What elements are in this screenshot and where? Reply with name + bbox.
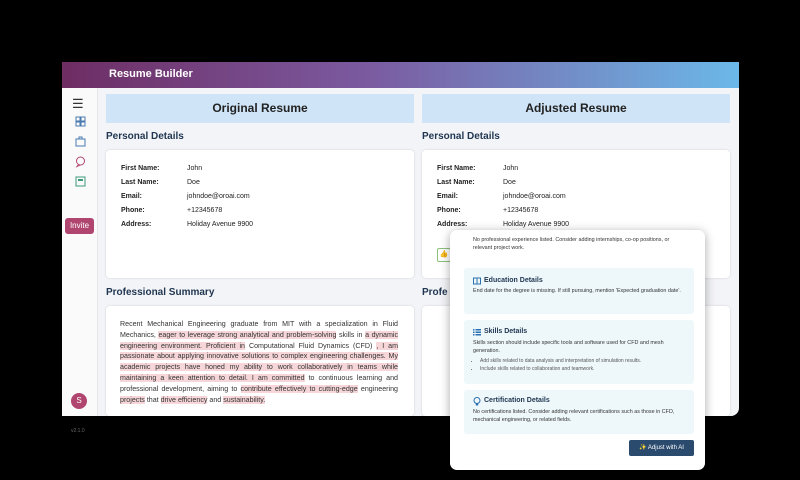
certification-text: No certifications listed. Consider adding relevant certifications such as those in CFD, mechanical engineering, or related fields. bbox=[473, 409, 675, 423]
original-personal-card bbox=[106, 150, 414, 278]
field-label: Last Name: bbox=[437, 179, 475, 186]
magic-wand-icon: ✨ bbox=[639, 445, 647, 451]
original-summary-title: Professional Summary bbox=[106, 287, 215, 298]
original-summary-card bbox=[106, 306, 414, 416]
skills-title: Skills Details bbox=[484, 328, 528, 335]
education-text: End date for the degree is missing. If still pursuing, mention 'Expected graduation date'. bbox=[473, 288, 681, 294]
highlighted-phrase: projects bbox=[120, 395, 145, 404]
field-label: Email: bbox=[121, 193, 143, 200]
certification-title: Certification Details bbox=[484, 397, 550, 404]
template-icon[interactable] bbox=[75, 176, 86, 187]
field-value: +12345678 bbox=[503, 207, 539, 214]
list-item: • Include skills related to collaboration and teamwork. bbox=[480, 365, 685, 373]
field-value: johndoe@oroai.com bbox=[503, 193, 566, 200]
summary-phrase: to continuous learning and professional development, aiming to bbox=[120, 373, 398, 393]
adjusted-resume-header: Adjusted Resume bbox=[422, 94, 730, 123]
field-label: Email: bbox=[437, 193, 459, 200]
summary-phrase: skills in bbox=[336, 330, 366, 339]
education-suggestion bbox=[464, 268, 694, 314]
field-value: Holiday Avenue 9900 bbox=[187, 221, 254, 228]
skills-suggestion bbox=[464, 320, 694, 384]
field-value: Holiday Avenue 9900 bbox=[503, 221, 570, 228]
skills-bullet-list bbox=[480, 357, 685, 373]
experience-text: No professional experience listed. Consider adding internships, co-op positions, or relevant project work. bbox=[473, 237, 670, 251]
version-label: v2.1.0 bbox=[71, 428, 85, 434]
thumbs-up-icon[interactable]: 👍 bbox=[437, 248, 451, 262]
highlighted-phrase: contribute effectively to cutting-edge bbox=[240, 384, 358, 393]
field-row bbox=[121, 221, 253, 228]
field-label: Phone: bbox=[437, 207, 461, 214]
lightbulb-icon bbox=[473, 397, 481, 406]
briefcase-icon[interactable] bbox=[75, 136, 86, 147]
list-item: • Add skills related to data analysis and interpretation of simulation results. bbox=[480, 357, 685, 365]
field-value: John bbox=[503, 165, 519, 172]
field-label: Address: bbox=[121, 221, 152, 228]
summary-phrase: and bbox=[207, 395, 224, 404]
original-resume-header: Original Resume bbox=[106, 94, 414, 123]
highlighted-phrase: a dynamic engineering environment. Proficient in bbox=[120, 330, 399, 350]
highlighted-phrase: , I am passionate about applying innovative solutions to complex engineering challenges. My academic projects have honed my ability to work collaboratively in teams while maintaining a keen attention to detail. I am committed bbox=[120, 341, 398, 382]
app-title: Resume Builder bbox=[109, 68, 193, 80]
field-value: johndoe@oroai.com bbox=[187, 193, 250, 200]
field-row bbox=[121, 165, 202, 172]
highlighted-phrase: drive efficiency bbox=[160, 395, 208, 404]
field-value: +12345678 bbox=[187, 207, 223, 214]
field-row bbox=[437, 179, 516, 186]
invite-button[interactable]: Invite bbox=[65, 218, 94, 234]
top-bar bbox=[62, 62, 739, 88]
field-row bbox=[437, 165, 518, 172]
field-label: Phone: bbox=[121, 207, 145, 214]
summary-phrase: engineering bbox=[357, 384, 398, 393]
summary-phrase: Computational Fluid Dynamics (CFD) bbox=[245, 341, 377, 350]
field-row bbox=[437, 207, 538, 214]
field-label: Address: bbox=[437, 221, 468, 228]
field-label: Last Name: bbox=[121, 179, 159, 186]
menu-icon[interactable]: ☰ bbox=[72, 96, 84, 111]
field-label: First Name: bbox=[437, 165, 476, 172]
chat-icon[interactable] bbox=[75, 156, 86, 167]
dashboard-icon[interactable] bbox=[75, 116, 86, 127]
experience-suggestion bbox=[464, 230, 694, 262]
field-row bbox=[437, 193, 566, 200]
skills-text: Skills section should include specific tools and software used for CFD and mesh generation. bbox=[473, 340, 664, 354]
highlighted-phrase: sustainability. bbox=[223, 395, 266, 404]
field-row bbox=[437, 221, 569, 228]
adjusted-personal-title: Personal Details bbox=[422, 131, 500, 142]
summary-phrase: that bbox=[144, 395, 161, 404]
field-value: John bbox=[187, 165, 203, 172]
sidebar bbox=[62, 88, 98, 434]
field-row bbox=[121, 179, 200, 186]
adjust-with-ai-label: Adjust with AI bbox=[647, 445, 684, 451]
field-value: Doe bbox=[187, 179, 200, 186]
adjust-with-ai-button[interactable] bbox=[629, 440, 694, 456]
certification-suggestion bbox=[464, 390, 694, 434]
field-row bbox=[121, 207, 222, 214]
original-personal-title: Personal Details bbox=[106, 131, 184, 142]
book-icon bbox=[473, 277, 481, 285]
professional-summary-text bbox=[120, 319, 398, 405]
field-value: Doe bbox=[503, 179, 516, 186]
highlighted-phrase: eager to leverage strong analytical and problem-solving bbox=[158, 330, 337, 339]
avatar[interactable]: S bbox=[71, 393, 87, 409]
adjusted-summary-title: Profe bbox=[422, 287, 448, 298]
suggestions-popup bbox=[450, 230, 705, 470]
education-title: Education Details bbox=[484, 277, 543, 284]
field-row bbox=[121, 193, 250, 200]
list-icon bbox=[473, 328, 481, 336]
summary-phrase: Recent Mechanical Engineering graduate from MIT with a specialization in Fluid Mechanics, bbox=[120, 320, 398, 339]
field-label: First Name: bbox=[121, 165, 160, 172]
